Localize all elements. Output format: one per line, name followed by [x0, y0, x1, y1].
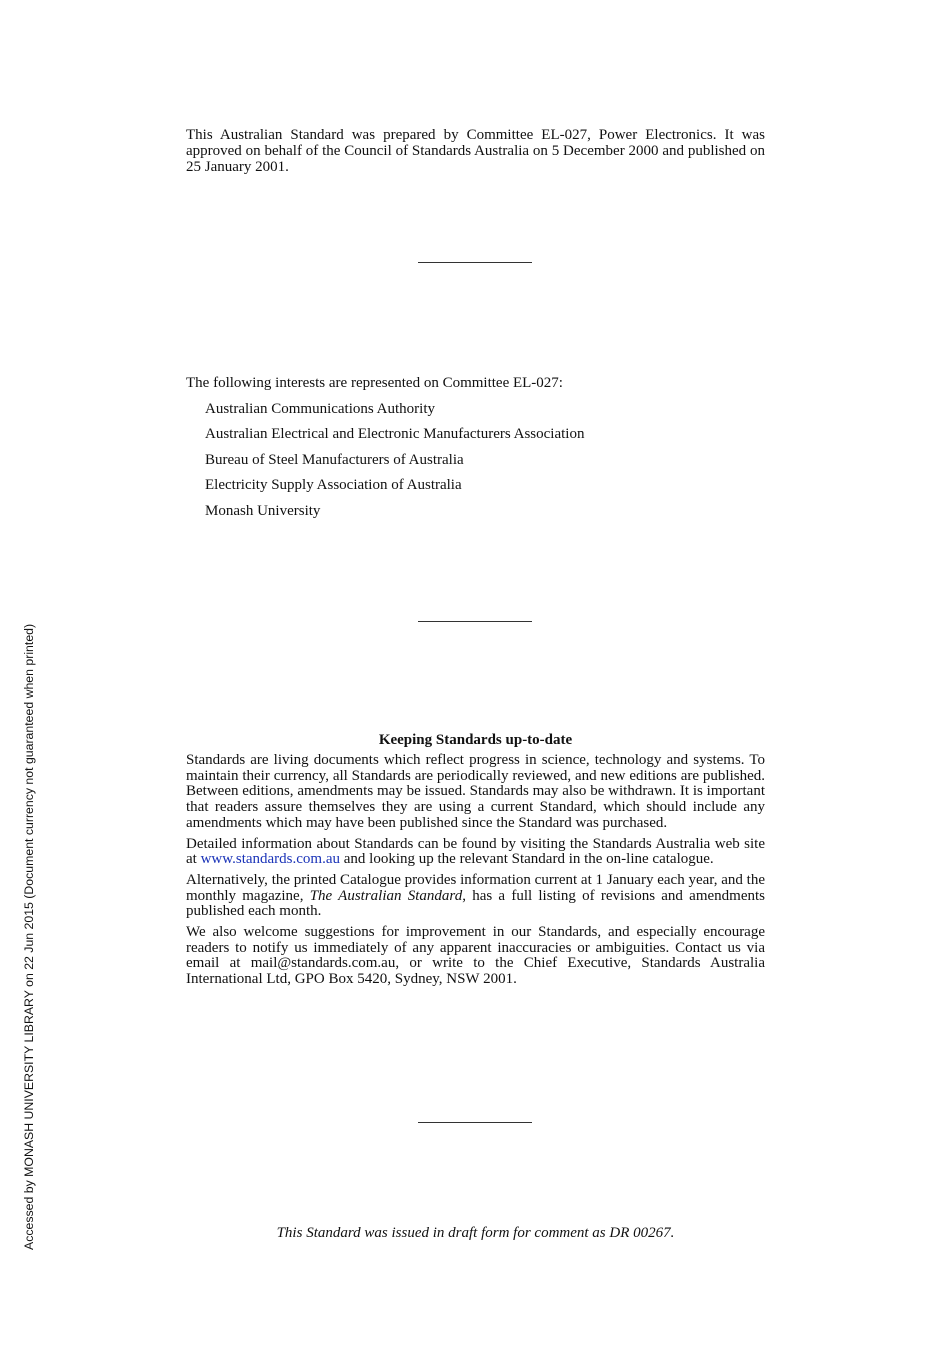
divider-rule: [418, 1122, 532, 1123]
magazine-title: The Australian Standard: [309, 887, 463, 904]
interest-item: Monash University: [205, 502, 321, 519]
preparation-statement: This Australian Standard was prepared by Committee EL-027, Power Electronics. It was approved on behalf of the Council of Standards Australia on 5 December 2000 and published on 25 January 2001.: [186, 127, 765, 175]
interests-intro: The following interests are represented on Committee EL-027:: [186, 375, 563, 391]
committee-interests: [186, 375, 765, 520]
divider-rule: [418, 262, 532, 263]
text-span: , has a full listing of revisions and amendments published each month.: [186, 887, 765, 920]
paragraph-living-documents: Standards are living documents which reflect progress in science, technology and systems. To maintain their currency, all Standards are periodically reviewed, and new editions are published. Between editions, amendments may be issued. Standards may also be withdrawn. It is important that readers assure themselves they are using a current Standard, which should include any amendments which may have been published since the Standard was purchased.: [186, 752, 765, 831]
interests-list: [186, 401, 765, 520]
keeping-standards-section: [186, 732, 765, 993]
text-span: and looking up the relevant Standard in the on-line catalogue.: [340, 851, 714, 868]
paragraph-suggestions: We also welcome suggestions for improvement in our Standards, and especially encourage readers to notify us immediately of any apparent inaccuracies or ambiguities. Contact us via email at mail@standards.com.au, or write to the Chief Executive, Standards Australia International Ltd, GPO Box 5420, Sydney, NSW 2001.: [186, 924, 765, 988]
interest-item: Electricity Supply Association of Australia: [205, 477, 462, 493]
section-heading: Keeping Standards up-to-date: [378, 732, 573, 748]
access-watermark: Accessed by MONASH UNIVERSITY LIBRARY on 22 Jun 2015 (Document currency not guaranteed when printed): [22, 623, 36, 1250]
divider-rule: [418, 621, 532, 622]
interest-item: Australian Electrical and Electronic Manufacturers Association: [205, 426, 585, 442]
interest-item: Australian Communications Authority: [205, 400, 435, 417]
text-span: Alternatively, the printed Catalogue provides information current at 1 January each year, and the monthly magazine,: [186, 871, 765, 904]
paragraph-web-site: [186, 837, 765, 868]
paragraph-catalogue: [186, 873, 765, 920]
interest-item: Bureau of Steel Manufacturers of Australia: [205, 451, 464, 468]
text-span: Detailed information about Standards can be found by visiting the Standards Australia web site at: [186, 835, 765, 868]
website-link[interactable]: www.standards.com.au: [200, 851, 340, 868]
draft-note: This Standard was issued in draft form for comment as DR 00267.: [276, 1225, 675, 1241]
